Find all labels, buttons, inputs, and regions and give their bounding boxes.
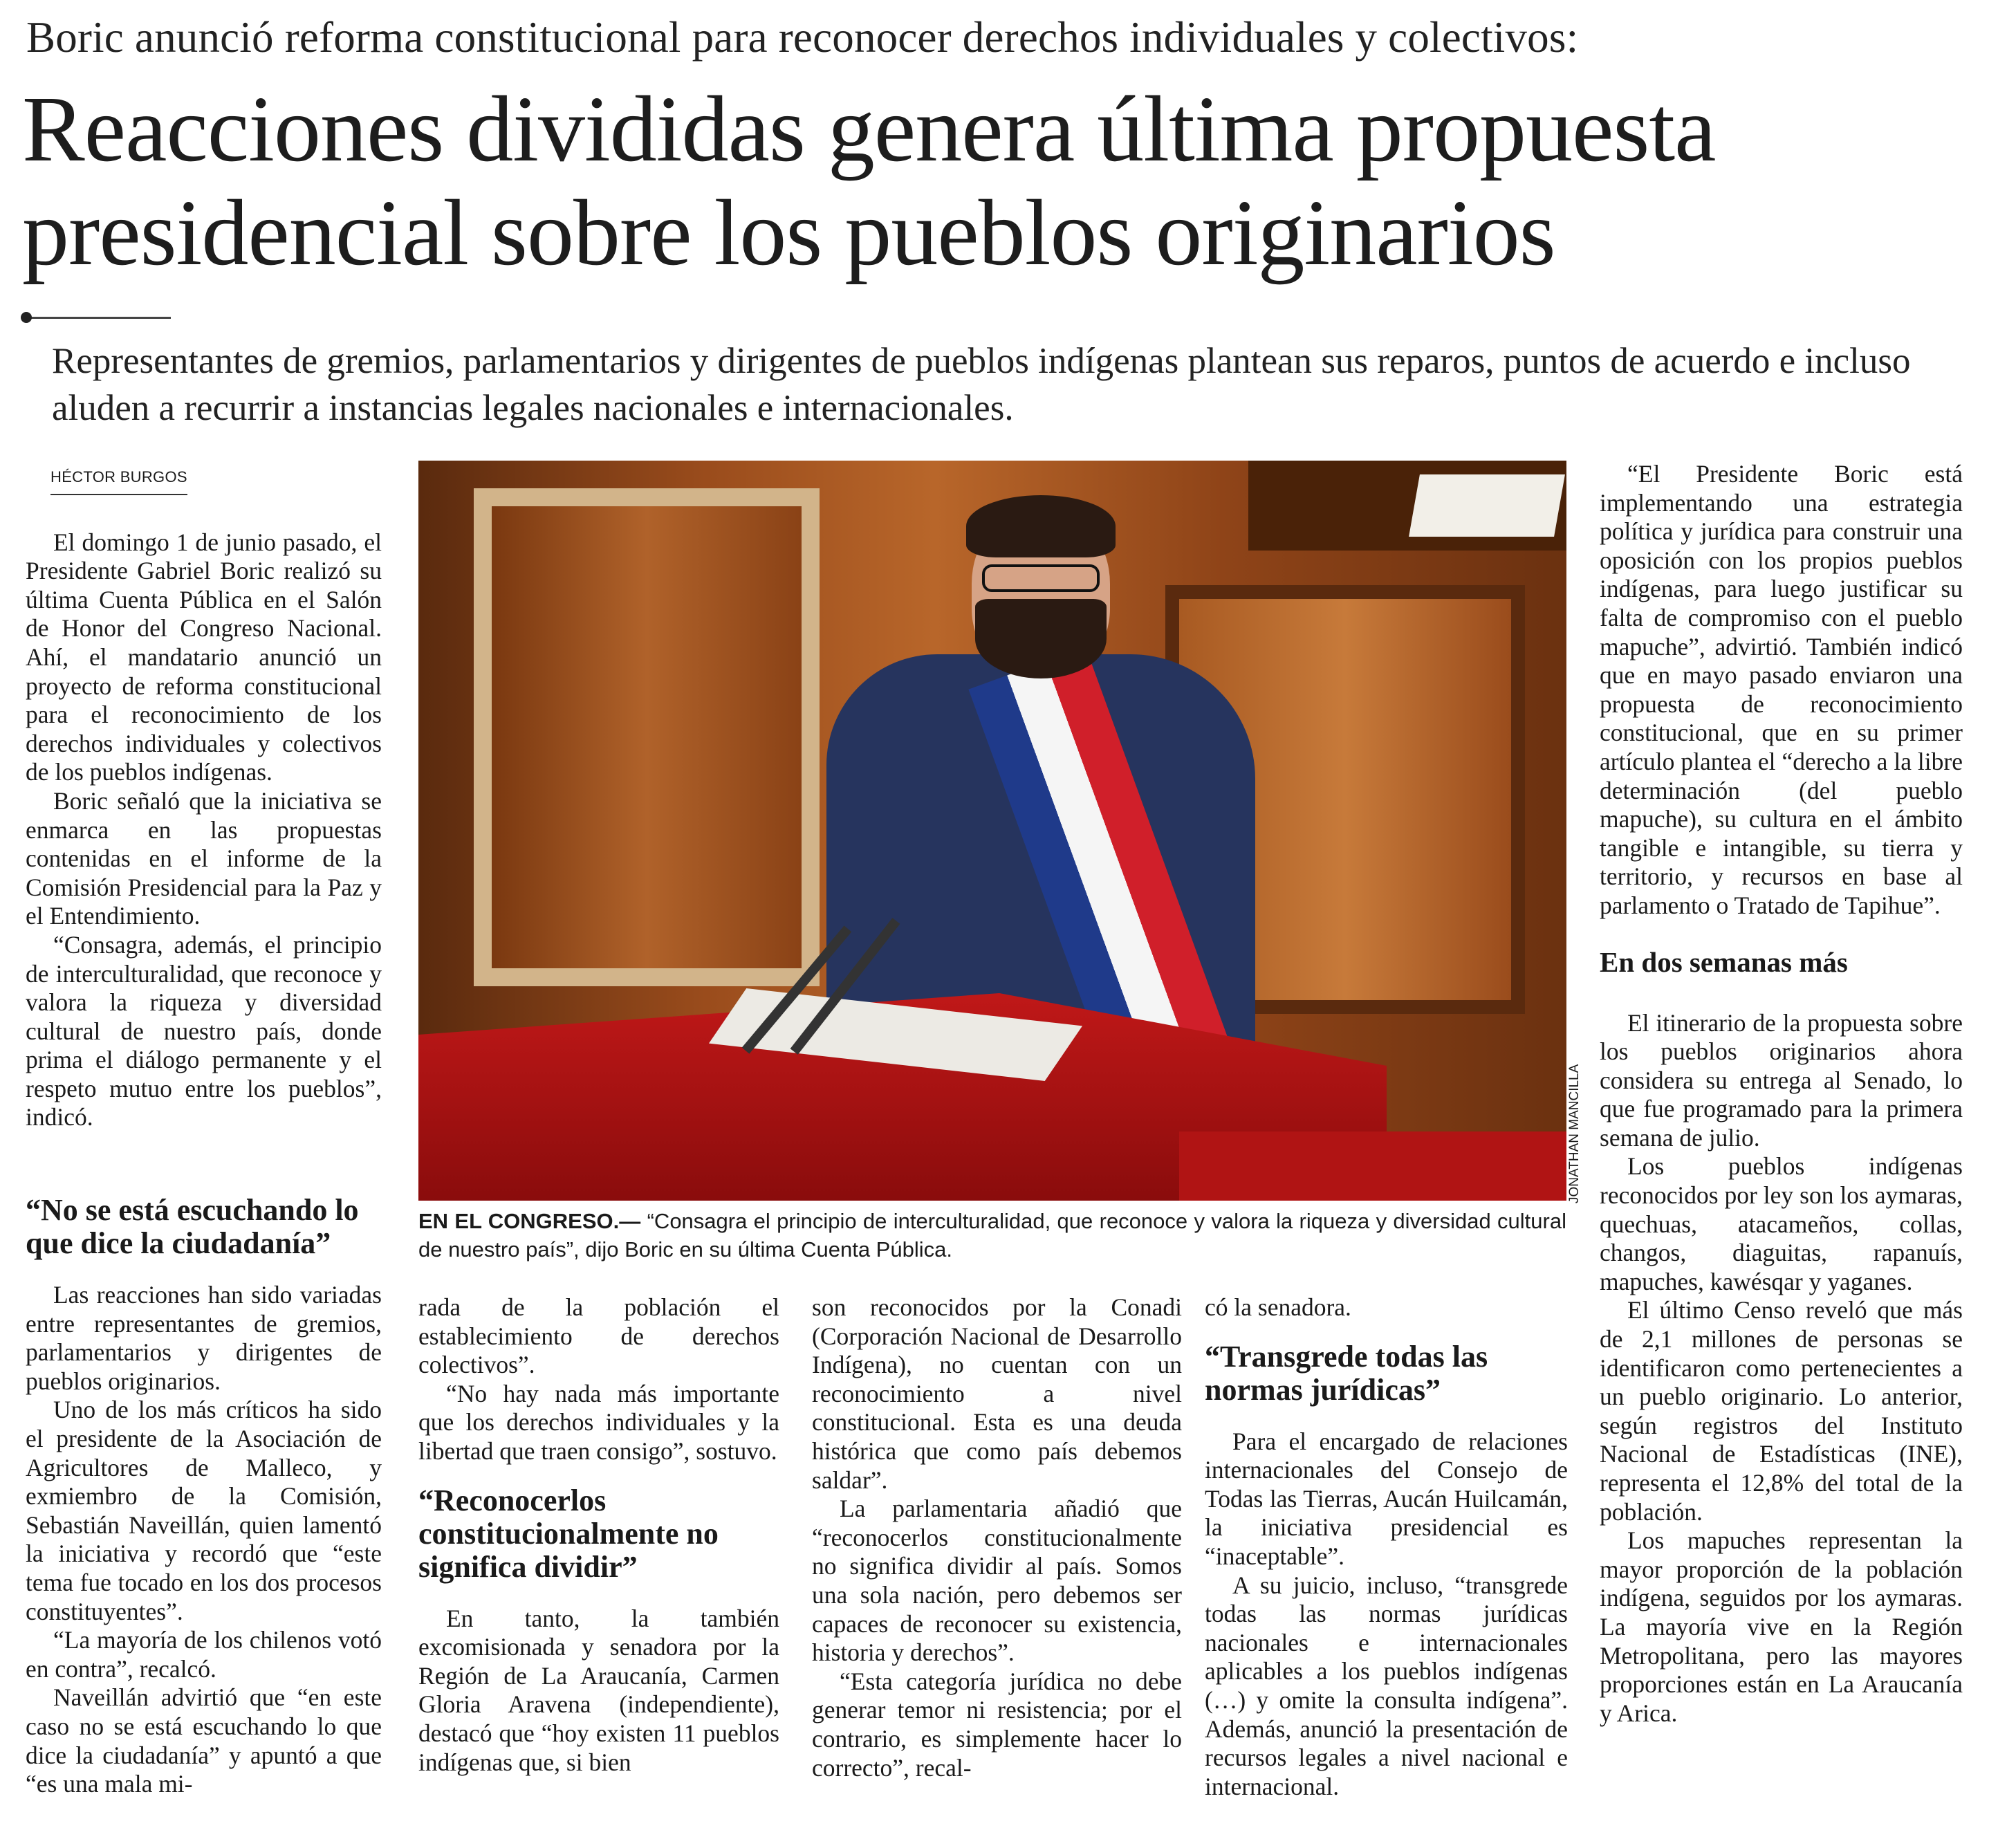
beard [975, 599, 1107, 678]
subheading: “No se está escuchando lo que dice la ciudadanía” [26, 1193, 359, 1260]
paragraph: rada de la población el establecimiento de derechos colectivos”. [418, 1293, 779, 1379]
photo-boric-at-podium [418, 461, 1566, 1201]
paragraph: A su juicio, incluso, “transgrede todas las normas jurídicas nacionales e internacionales aplicables a los pueblos indígenas (…) y omite la consulta indígena”. Además, anunció la presentación de recursos legales a nivel nacional e internacional. [1205, 1571, 1568, 1800]
paragraph: La parlamentaria añadió que “reconocerlos constitucionalmente no significa dividir al país. Somos una sola nación, pero debemos ser capaces de reconocer su existencia, historia y derechos”. [812, 1495, 1182, 1667]
photo-credit-text: JONATHAN MANCILLA [1567, 1064, 1582, 1203]
glasses [982, 564, 1100, 592]
paragraph: “El Presidente Boric está implementando una estrategia política y jurídica para construir una oposición con los propios pueblos indígenas, para luego justificar su falta de compromiso con el pueblo mapuche”, advirtió. También indicó que en mayo pasado enviaron una propuesta de reconocimiento constitucional, que en su primer artículo plantea el “derecho a la libre determinación (del pueblo mapuche), su cultura en el ámbito tangible e intangible, su tierra y territorio, y recursos en base al parlamento o Tratado de Tapihue”. [1600, 460, 1963, 919]
column-4 [1205, 1293, 1568, 1801]
column-1 [26, 1176, 382, 1799]
paragraph: Los pueblos indígenas reconocidos por ley son los aymaras, quechuas, atacameños, collas, changos, diaguitas, rapanuís, mapuches, kawésqar y yaganes. [1600, 1152, 1963, 1295]
paragraph: có la senadora. [1205, 1293, 1351, 1321]
paragraph: Las reacciones han sido variadas entre representantes de gremios, parlamentarios y dirigentes de pueblos originarios. [26, 1281, 382, 1395]
paragraph: “No hay nada más importante que los derechos individuales y la libertad que traen consigo”, sostuvo. [418, 1379, 779, 1465]
subheading: “Reconocerlos constitucionalmente no significa dividir” [418, 1483, 719, 1584]
paragraph: El itinerario de la propuesta sobre los pueblos originarios ahora considera su entrega al Senado, lo que fue programado para la primera semana de julio. [1600, 1008, 1963, 1152]
hair [966, 495, 1116, 557]
paragraph: Uno de los más críticos ha sido el presidente de la Asociación de Agricultores de Malleco, y exmiembro de la Comisión, Sebastián Naveillán, quien lamentó la iniciativa y recordó que “este tema fue tocado en los dos procesos constituyentes”. [26, 1396, 382, 1625]
deck: Representantes de gremios, parlamentarios y dirigentes de pueblos indígenas plantean sus reparos, puntos de acuerdo e incluso aluden a recurrir a instancias legales nacionales e internacionales. [52, 341, 1911, 428]
paragraph: “La mayoría de los chilenos votó en contra”, recalcó. [26, 1626, 382, 1683]
photo-credit [1567, 1044, 1588, 1203]
paragraph: “Consagra, además, el principio de interculturalidad, que reconoce y valora la riqueza y diversidad cultural de nuestro país, donde prima el diálogo permanente y el respeto mutuo entre los pueblos”, indicó. [26, 930, 382, 1131]
papers [1409, 474, 1565, 537]
photo-caption [418, 1207, 1566, 1264]
subheading: En dos semanas más [1600, 945, 1848, 978]
headline [22, 77, 1716, 285]
paragraph: El domingo 1 de junio pasado, el Presidente Gabriel Boric realizó su última Cuenta Pública en el Salón de Honor del Congreso Nacional. Ahí, el mandatario anunció un proyecto de reforma constitucional para el reconocimiento de los derechos individuales y colectivos de los pueblos indígenas. [26, 528, 382, 786]
paragraph: En tanto, la también excomisionada y senadora por la Región de La Araucanía, Carmen Gloria Aravena (independiente), destacó que “hoy existen 11 pueblos indígenas que, si bien [418, 1604, 779, 1776]
paragraph: Naveillán advirtió que “en este caso no se está escuchando lo que dice la ciudadanía” y apuntó a que “es una mala mi- [26, 1683, 382, 1798]
column-right [1600, 460, 1963, 1728]
paragraph: Para el encargado de relaciones internacionales del Consejo de Todas las Tierras, Aucán Huilcamán, la iniciativa presidencial es “inaceptable”. [1205, 1427, 1568, 1570]
divider-dot [21, 312, 32, 323]
podium-front [1179, 1131, 1566, 1201]
byline: HÉCTOR BURGOS [50, 463, 187, 495]
wall-panel [474, 488, 820, 986]
paragraph: Boric señaló que la iniciativa se enmarca en las propuestas contenidas en el informe de la Comisión Presidencial para la Paz y el Entendimiento. [26, 786, 382, 930]
paragraph: “Esta categoría jurídica no debe generar temor ni resistencia; por el contrario, es simplemente hacer lo correcto”, recal- [812, 1667, 1182, 1782]
caption-text: “Consagra el principio de interculturalidad, que reconoce y valora la riqueza y diversidad cultural de nuestro país”, dijo Boric en su última Cuenta Pública. [418, 1209, 1566, 1262]
subheading: “Transgrede todas las normas jurídicas” [1205, 1339, 1488, 1407]
column-2 [418, 1293, 779, 1777]
paragraph: son reconocidos por la Conadi (Corporación Nacional de Desarrollo Indígena), no cuentan con un reconocimiento a nivel constitucional. Esta es una deuda histórica que como país debemos saldar”. [812, 1293, 1182, 1494]
headline-line: presidencial sobre los pueblos originarios [22, 181, 1555, 285]
divider [22, 317, 171, 319]
column-intro [26, 460, 382, 1132]
paragraph: Los mapuches representan la mayor proporción de la población indígena, seguidos por los aymaras. La mayoría vive en la Región Metropolitana, pero las mayores proporciones están en La Araucanía y Arica. [1600, 1526, 1963, 1727]
kicker: Boric anunció reforma constitucional para reconocer derechos individuales y colectivos: [26, 13, 1579, 62]
paragraph: El último Censo reveló que más de 2,1 millones de personas se identificaron como pertenecientes a un pueblo originario. Lo anterior, según registros del Instituto Nacional de Estadísticas (INE), representa el 12,8% del total de la población. [1600, 1296, 1963, 1526]
column-3 [812, 1293, 1182, 1782]
headline-line: Reacciones divididas genera última propuesta [22, 77, 1716, 181]
caption-label: EN EL CONGRESO.— [418, 1209, 641, 1233]
